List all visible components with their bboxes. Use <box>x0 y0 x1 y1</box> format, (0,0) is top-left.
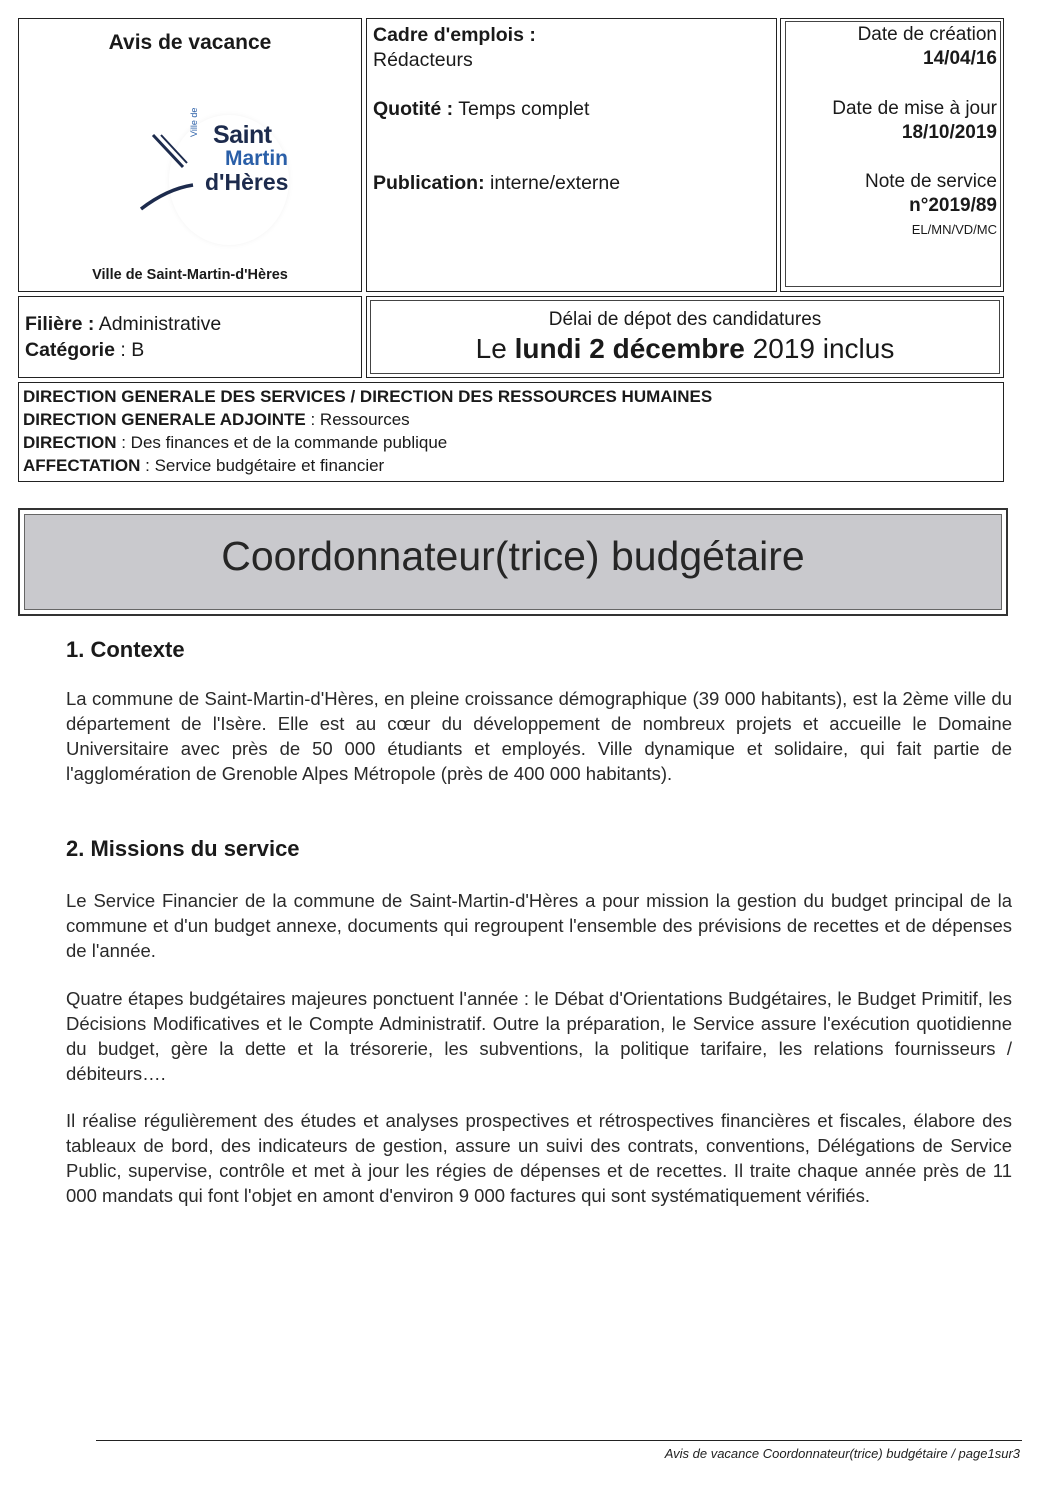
section-missions-title: 2. Missions du service <box>66 836 300 861</box>
deadline-date <box>367 333 1003 365</box>
direction-value: : Des finances et de la commande publique <box>121 433 448 452</box>
footer-rule <box>96 1440 1022 1441</box>
filiere-value: Administrative <box>98 313 222 335</box>
logo-ville-de: Ville de <box>189 107 199 137</box>
quotite-row <box>373 97 589 122</box>
footer-text: Avis de vacance Coordonnateur(trice) budgétaire / page1sur3 <box>664 1446 1020 1461</box>
deadline-day: lundi 2 décembre <box>514 333 745 364</box>
direction-line-2 <box>23 410 410 430</box>
header-logo-box <box>18 18 362 292</box>
classification-box <box>18 296 362 378</box>
logo-word-martin: Martin <box>225 147 288 170</box>
note-label: Note de service <box>864 171 997 192</box>
maj-value: 18/10/2019 <box>901 122 997 143</box>
contexte-paragraph: La commune de Saint-Martin-d'Hères, en pleine croissance démographique (39 000 habitants), est la 2ème ville du département de l'Isère. Elle est au cœur du développement de nombreux projets et accueille le Domaine Universitaire avec près de 50 000 étudiants et employés. Ville dynamique et solidaire, qui fait partie de l'agglomération de Grenoble Alpes Métropole (près de 400 000 habitants). <box>66 688 1012 784</box>
affectation-label: AFFECTATION <box>23 456 141 475</box>
logo-word-saint: Saint <box>213 121 272 149</box>
note-value: n°2019/89 <box>909 195 997 216</box>
creation-label: Date de création <box>857 24 997 45</box>
deadline-box <box>366 296 1004 378</box>
direction-line-1: DIRECTION GENERALE DES SERVICES / DIRECTION DES RESSOURCES HUMAINES <box>23 387 713 406</box>
missions-paragraph-1: Le Service Financier de la commune de Saint-Martin-d'Hères a pour mission la gestion du budget principal de la commune et d'un budget annexe, documents qui regroupent l'ensemble des prévisions de recettes et de dépenses de l'année. <box>66 890 1012 961</box>
dga-value: : Ressources <box>310 410 410 429</box>
note-initials: EL/MN/VD/MC <box>911 222 997 237</box>
publication-label: Publication: <box>373 172 485 194</box>
categorie-label: Catégorie <box>25 339 115 361</box>
direction-line-4 <box>23 456 384 476</box>
dga-label: DIRECTION GENERALE ADJOINTE <box>23 410 306 429</box>
publication-value: interne/externe <box>490 172 621 194</box>
header-job-info-box <box>366 18 777 292</box>
deadline-prefix: Le <box>475 333 507 364</box>
cadre-row <box>373 23 536 73</box>
city-caption: Ville de Saint-Martin-d'Hères <box>92 267 288 283</box>
cadre-value: Rédacteurs <box>373 49 473 71</box>
categorie-value: : B <box>120 339 145 361</box>
maj-label: Date de mise à jour <box>832 98 997 119</box>
missions-paragraph-3: Il réalise régulièrement des études et analyses prospectives et rétrospectives financières et fiscales, élabore des tableaux de bord, des indicateurs de gestion, assure un suivi des contrats, conventions, Délégations de Service Public, supervise, contrôle et met à jour les régies de dépenses et de recettes. Il traite chaque année près de 11 000 mandats qui font l'objet en amont d'environ 9 000 factures qui sont systématiquement vérifiés. <box>66 1110 1012 1206</box>
publication-row <box>373 171 620 196</box>
deadline-suffix: 2019 inclus <box>752 333 895 364</box>
creation-value: 14/04/16 <box>923 48 997 69</box>
avis-title: Avis de vacance <box>108 31 272 54</box>
section-contexte-title: 1. Contexte <box>66 637 185 662</box>
cadre-label: Cadre d'emplois : <box>373 24 536 46</box>
direction-block <box>18 382 1004 482</box>
quotite-value: Temps complet <box>458 98 590 120</box>
missions-paragraph-2: Quatre étapes budgétaires majeures ponctuent l'année : le Débat d'Orientations Budgétaires, le Budget Primitif, les Décisions Modificatives et le Compte Administratif. Outre la préparation, le Service assure l'exécution quotidienne du budget, gère la dette et la trésorerie, les subventions, la politique tarifaire, les relations fournisseurs / débiteurs…. <box>66 988 1012 1084</box>
deadline-label: Délai de dépot des candidatures <box>548 309 822 330</box>
categorie-row <box>25 339 144 362</box>
affectation-value: : Service budgétaire et financier <box>145 456 385 475</box>
job-title-banner <box>18 508 1008 616</box>
job-title: Coordonnateur(trice) budgétaire <box>221 533 805 579</box>
city-logo <box>109 107 289 245</box>
logo-word-heres: d'Hères <box>205 169 289 195</box>
direction-line-3 <box>23 433 447 453</box>
header-dates-box <box>780 18 1004 292</box>
filiere-row <box>25 313 221 336</box>
direction-label: DIRECTION <box>23 433 117 452</box>
filiere-label: Filière : <box>25 313 95 335</box>
quotite-label: Quotité : <box>373 98 454 120</box>
